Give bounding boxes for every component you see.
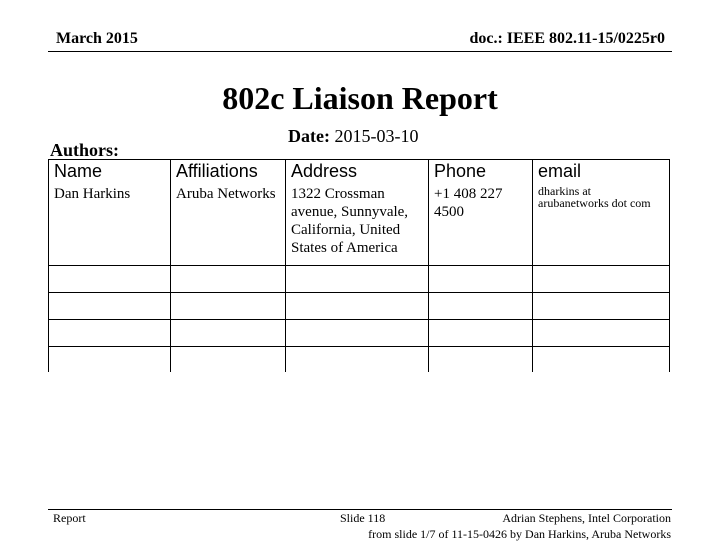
table-row	[49, 293, 670, 320]
table-row	[49, 320, 670, 347]
table-row	[49, 266, 670, 293]
footer-divider	[48, 509, 672, 510]
date-value: 2015-03-10	[334, 126, 419, 146]
date-line	[288, 126, 418, 147]
slide-number: Slide 118	[340, 511, 386, 525]
header-doc-id: doc.: IEEE 802.11-15/0225r0	[469, 30, 665, 47]
author-phone: +1 408 227 4500	[429, 183, 533, 266]
authors-label: Authors:	[50, 140, 120, 160]
table-header-row	[49, 160, 670, 184]
table-row	[49, 347, 670, 373]
date-label: Date:	[288, 126, 330, 146]
header-date: March 2015	[56, 30, 138, 47]
authors-table	[48, 159, 670, 372]
slide-title: 802c Liaison Report	[222, 80, 498, 116]
footer-label: Report	[53, 511, 86, 525]
author-name: Dan Harkins	[49, 183, 171, 266]
table-row	[49, 183, 670, 266]
column-header-phone: Phone	[429, 160, 533, 184]
footer-source-note: from slide 1/7 of 11-15-0426 by Dan Harkins, Aruba Networks	[368, 527, 671, 541]
author-address: 1322 Crossman avenue, Sunnyvale, California, United States of America	[286, 183, 429, 266]
author-email: dharkins at arubanetworks dot com	[533, 183, 670, 266]
column-header-affiliations: Affiliations	[171, 160, 286, 184]
column-header-name: Name	[49, 160, 171, 184]
header-divider	[48, 51, 672, 52]
footer-author: Adrian Stephens, Intel Corporation	[502, 511, 671, 525]
column-header-address: Address	[286, 160, 429, 184]
column-header-email: email	[533, 160, 670, 184]
author-affiliation: Aruba Networks	[171, 183, 286, 266]
